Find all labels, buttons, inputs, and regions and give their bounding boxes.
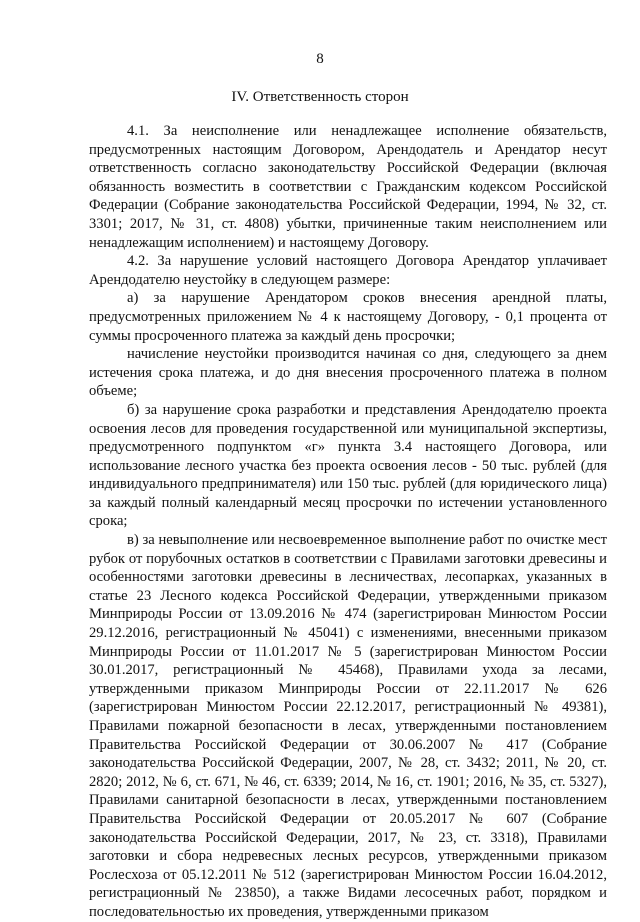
document-body	[89, 122, 607, 922]
paragraph-4-2-a: а) за нарушение Арендатором сроков внесения арендной платы, предусмотренных приложением № 4 к настоящему Договору, - 0,1 процента от суммы просроченного платежа за каждый день просрочки;	[89, 290, 607, 344]
paragraph-4-2: 4.2. За нарушение условий настоящего Договора Арендатор уплачивает Арендодателю неустойку в следующем размере:	[89, 253, 607, 288]
section-title: IV. Ответственность сторон	[231, 89, 409, 105]
paragraph-4-1: 4.1. За неисполнение или ненадлежащее исполнение обязательств, предусмотренных настоящим Договором, Арендодатель и Арендатор несут ответственность согласно законодательству Российской Федерации (включая обязанность возместить в соответствии с Гражданским кодексом Российской Федерации (Собрание законодательства Российской Федерации, 1994, № 32, ст. 3301; 2017, № 31, ст. 4808) убытки, причиненные таким неисполнением или ненадлежащим исполнением) и настоящему Договору.	[89, 123, 607, 251]
page-number: 8	[316, 51, 324, 67]
paragraph-4-2-v: в) за невыполнение или несвоевременное выполнение работ по очистке мест рубок от порубочных остатков в соответствии с Правилами заготовки древесины и особенностями заготовки древесины в лесничествах, лесопарках, указанных в статье 23 Лесного кодекса Российской Федерации, утвержденными приказом Минприроды России от 13.09.2016 № 474 (зарегистрирован Минюстом России 29.12.2016, регистрационный № 45041) с изменениями, внесенными приказом Минприроды России от 11.01.2017 № 5 (зарегистрирован Минюстом России 30.01.2017, регистрационный № 45468), Правилами ухода за лесами, утвержденными приказом Минприроды России от 22.11.2017 № 626 (зарегистрирован Минюстом России 22.12.2017, регистрационный № 49381), Правилами пожарной безопасности в лесах, утвержденными постановлением Правительства Российской Федерации от 30.06.2007 № 417 (Собрание законодательства Российской Федерации, 2007, № 28, ст. 3432; 2011, № 20, ст. 2820; 2012, № 6, ст. 671, № 46, ст. 6339; 2014, № 16, ст. 1901; 2016, № 35, ст. 5327), Правилами санитарной безопасности в лесах, утвержденными постановлением Правительства Российской Федерации от 20.05.2017 № 607 (Собрание законодательства Российской Федерации, 2017, № 23, ст. 3318), Правилами заготовки и сбора недревесных лесных ресурсов, утвержденными приказом Рослесхоза от 05.12.2011 № 512 (зарегистрирован Минюстом России 16.04.2012, регистрационный № 23850), а также Видами лесосечных работ, порядком и последовательностью их проведения, утвержденными приказом	[89, 532, 607, 920]
paragraph-penalty-accrual: начисление неустойки производится начиная со дня, следующего за днем истечения срока платежа, и до дня внесения просроченного платежа в полном объеме;	[89, 346, 607, 400]
paragraph-4-2-b: б) за нарушение срока разработки и представления Арендодателю проекта освоения лесов для проведения государственной или муниципальной экспертизы, предусмотренного подпунктом «г» пункта 3.4 настоящего Договора, или использование лесного участка без проекта освоения лесов - 50 тыс. рублей (для индивидуального предпринимателя) или 150 тыс. рублей (для юридического лица) за каждый полный календарный месяц просрочки по истечении установленного срока;	[89, 401, 607, 530]
